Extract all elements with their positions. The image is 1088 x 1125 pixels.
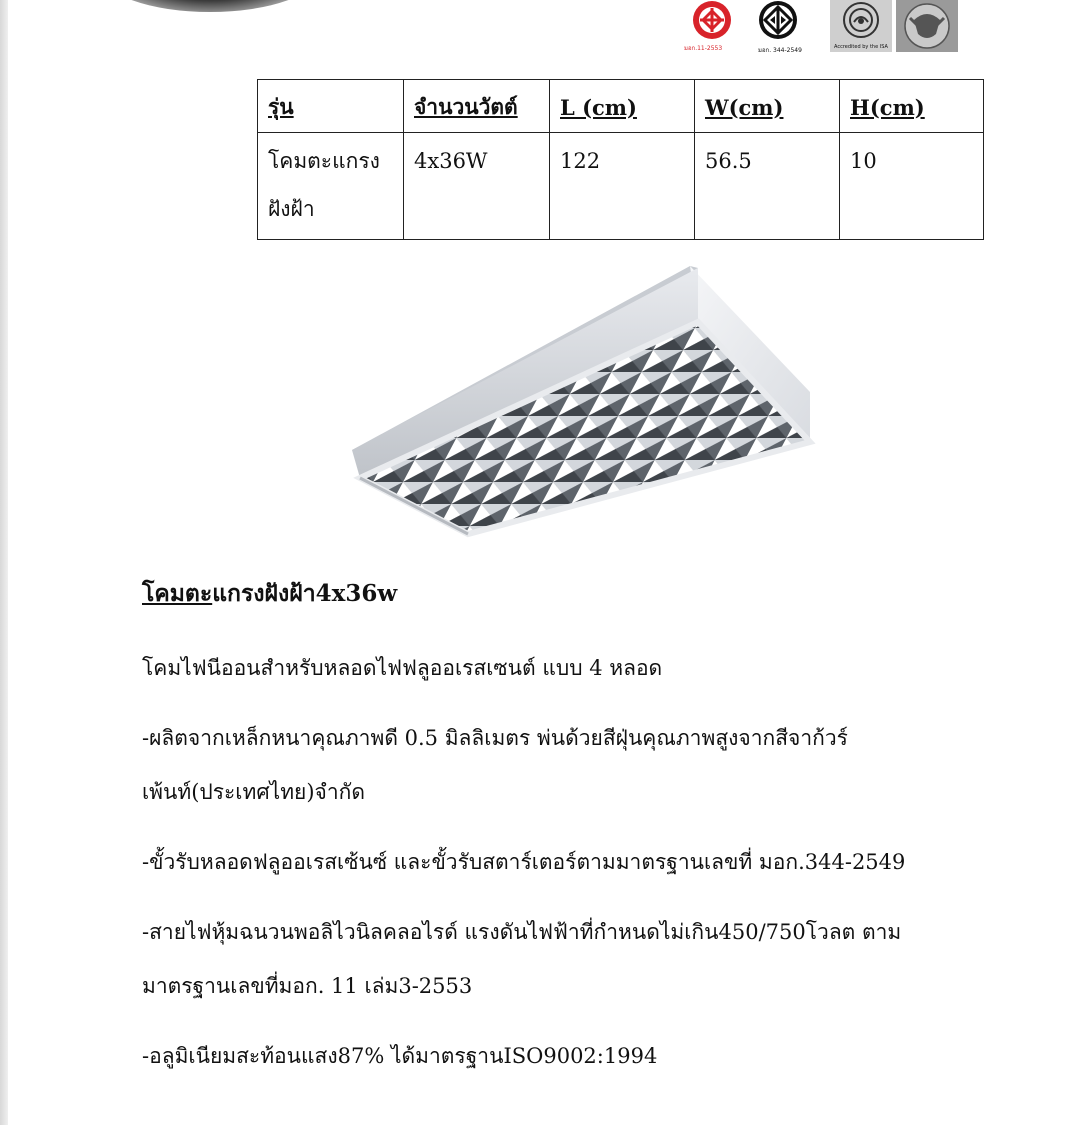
table-row bbox=[258, 133, 984, 240]
spec-table bbox=[257, 79, 984, 240]
product-title bbox=[142, 576, 397, 612]
feature-line: มาตรฐานเลขที่มอก. 11 เล่ม3-2553 bbox=[142, 974, 473, 998]
cell-length: 122 bbox=[550, 133, 695, 240]
cell-model-line1: โคมตะแกรง bbox=[268, 149, 380, 173]
accredited-seal-icon bbox=[830, 0, 892, 44]
tisi-red-mark-icon bbox=[682, 0, 742, 44]
header-width: W(cm) bbox=[695, 80, 840, 133]
top-decorative-arc bbox=[100, 0, 320, 12]
header-length: L (cm) bbox=[550, 80, 695, 133]
tisi-344-caption: มอก. 344-2549 bbox=[758, 47, 802, 54]
recessed-louver-fixture-icon bbox=[340, 262, 820, 542]
page-left-gutter bbox=[0, 0, 8, 1125]
product-title-rest: แกรงฝังฝ้า4x36w bbox=[212, 580, 398, 607]
header-watt: จำนวนวัตต์ bbox=[404, 80, 550, 133]
header-height: H(cm) bbox=[840, 80, 984, 133]
garuda-emblem-icon bbox=[896, 0, 958, 52]
feature-line: -ผลิตจากเหล็กหนาคุณภาพดี 0.5 มิลลิเมตร พ่นด้วยสีฝุ่นคุณภาพสูงจากสีจาก้วร์ bbox=[142, 726, 848, 750]
feature-line: -ขั้วรับหลอดฟลูออเรสเซ้นซ์ และขั้วรับสตาร์เตอร์ตามมาตรฐานเลขที่ มอก.344-2549 bbox=[142, 850, 906, 874]
tisi-black-mark-icon bbox=[756, 0, 800, 42]
feature-line: -สายไฟหุ้มฉนวนพอลิไวนิลคลอไรด์ แรงดันไฟฟ้าที่กำหนดไม่เกิน450/750โวลต ตาม bbox=[142, 920, 902, 944]
cell-width: 56.5 bbox=[695, 133, 840, 240]
accredited-caption: Accredited by the ISA bbox=[834, 44, 888, 50]
header-model: รุ่น bbox=[258, 80, 404, 133]
cell-watt: 4x36W bbox=[404, 133, 550, 240]
accredited-badge bbox=[830, 0, 892, 52]
feature-line: เพ้นท์(ประเทศไทย)จำกัด bbox=[142, 780, 366, 804]
certification-marks bbox=[676, 0, 966, 56]
product-intro: โคมไฟนีออนสำหรับหลอดไฟฟลูออเรสเซนต์ แบบ 4 หลอด bbox=[142, 656, 663, 680]
tisi-11-caption: มอก.11-2553 bbox=[684, 45, 723, 52]
spec-table-header-row bbox=[258, 80, 984, 133]
cell-model-line2: ฝังฝ้า bbox=[268, 197, 315, 221]
cell-height: 10 bbox=[840, 133, 984, 240]
cell-model bbox=[258, 133, 404, 240]
product-title-underlined: โคมตะ bbox=[142, 580, 213, 607]
feature-line: -อลูมิเนียมสะท้อนแสง87% ได้มาตรฐานISO9002:1994 bbox=[142, 1044, 658, 1068]
